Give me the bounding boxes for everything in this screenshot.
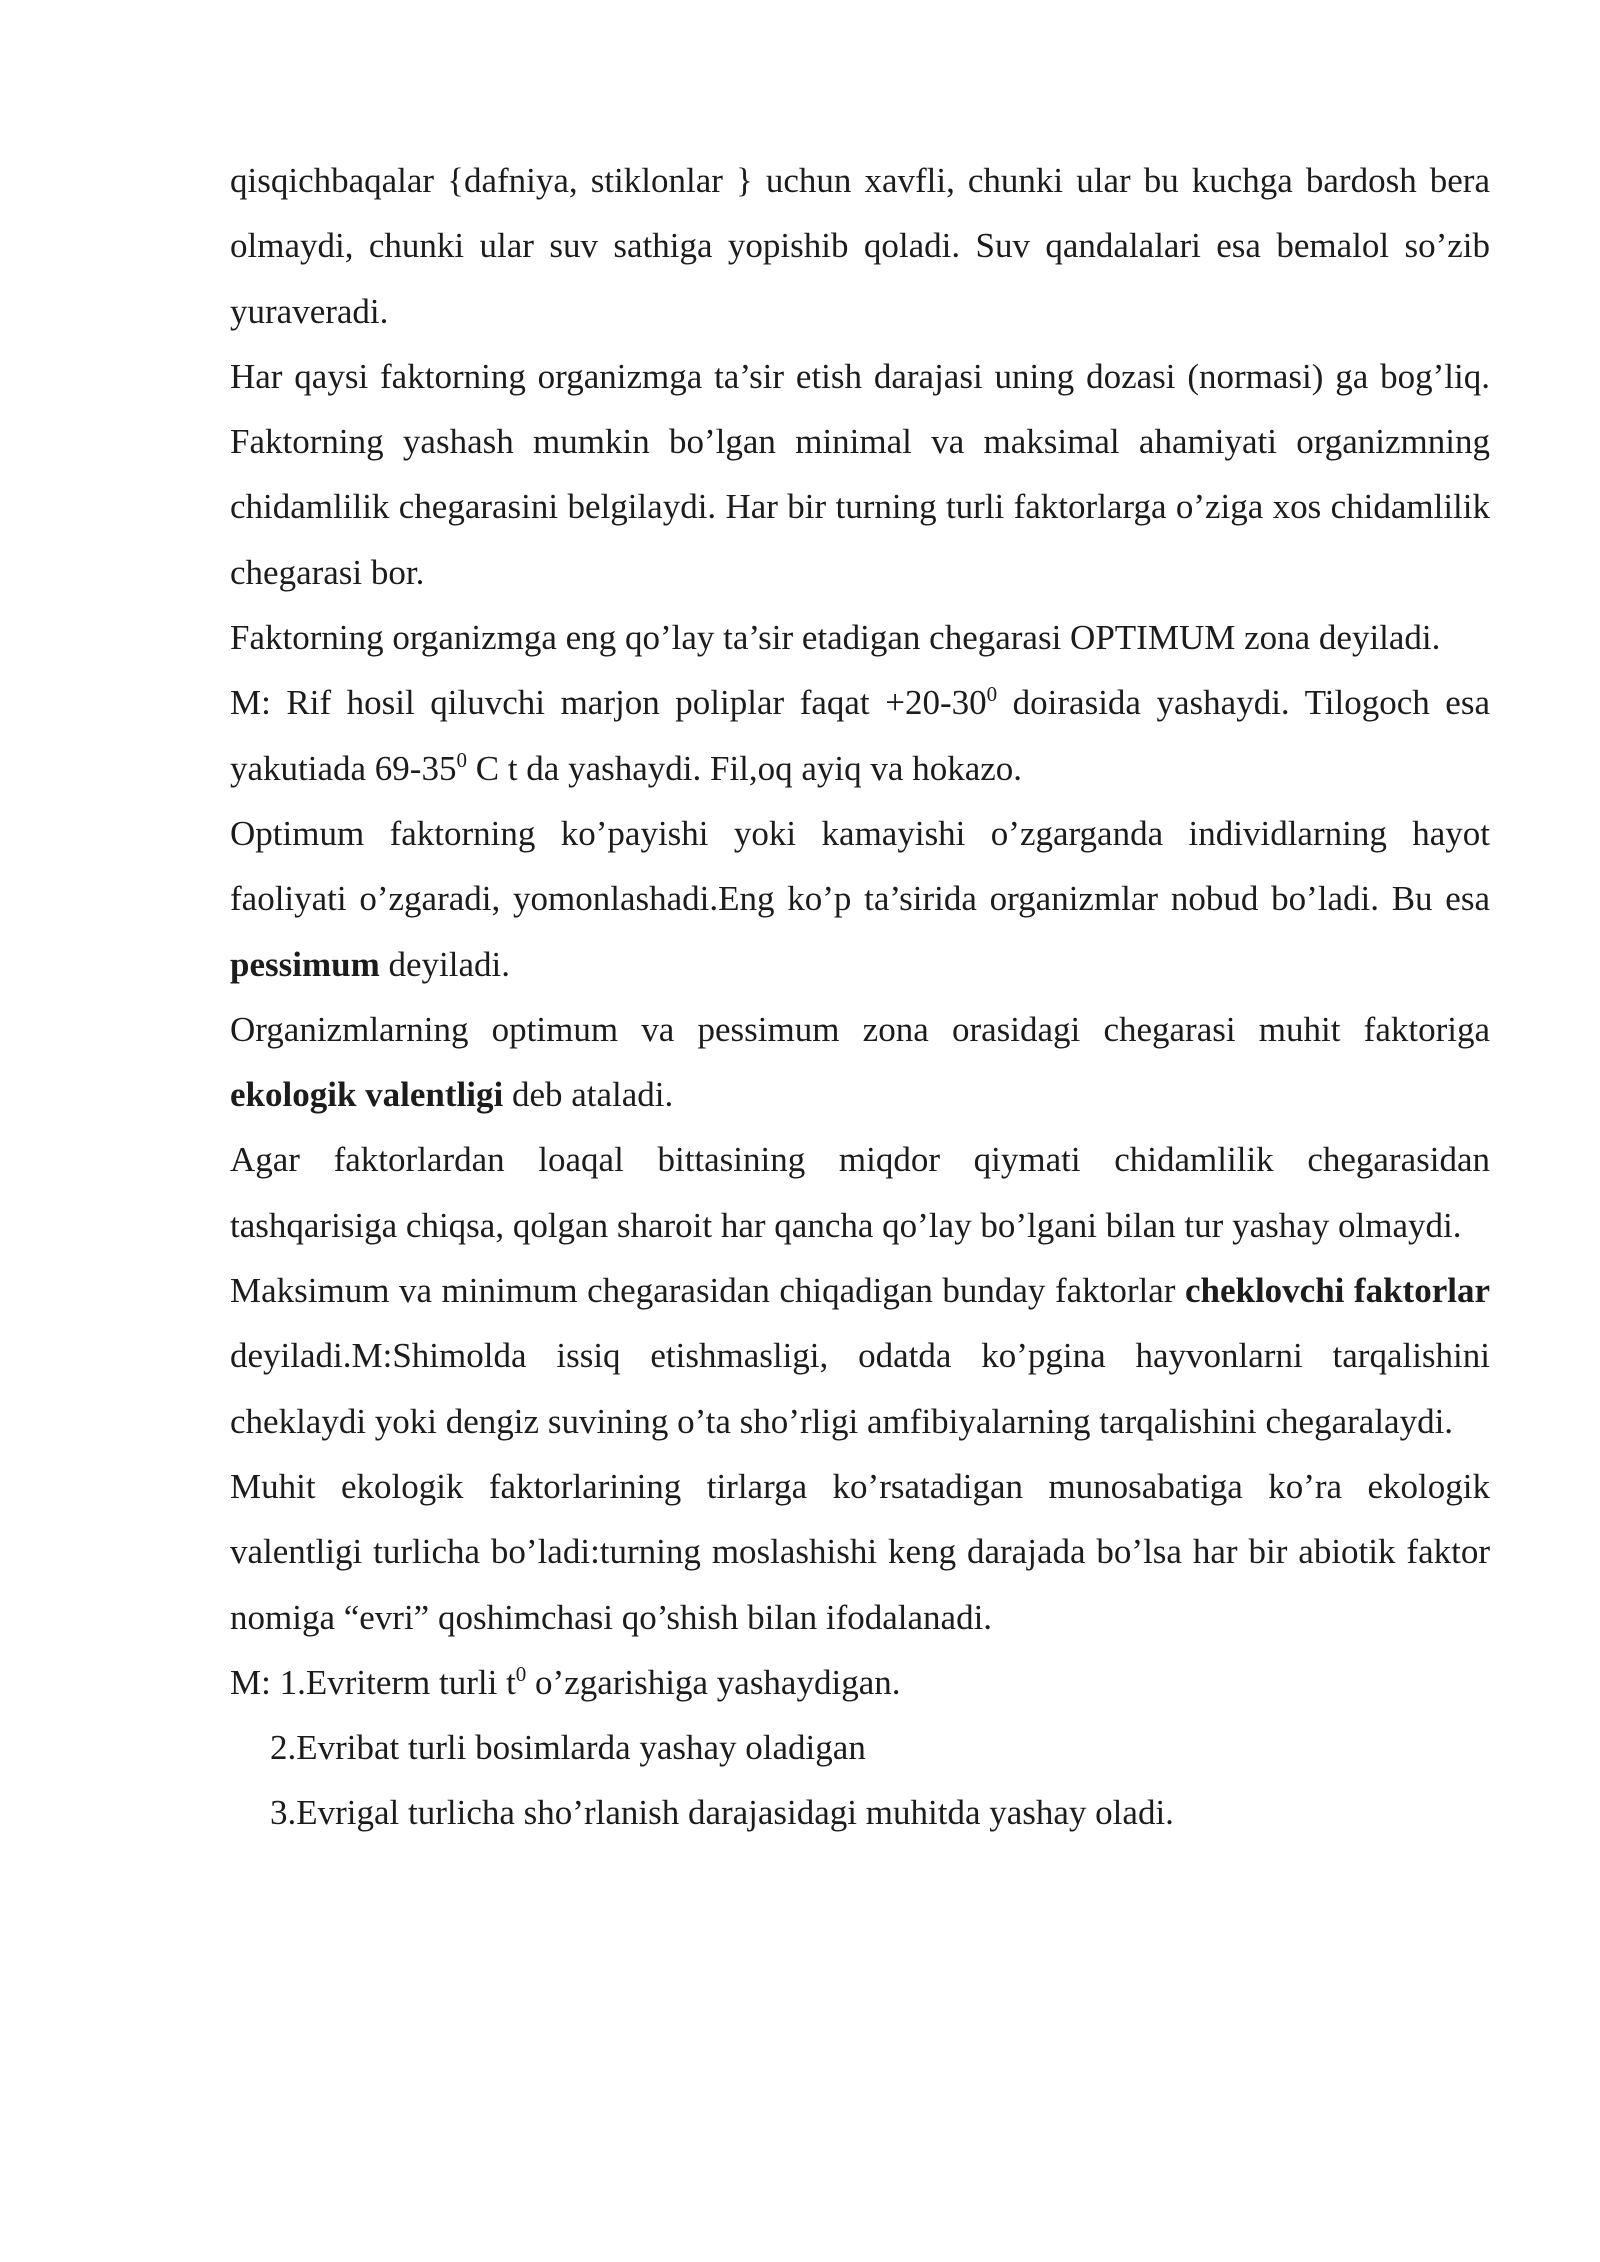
paragraph-5-text-b: deyiladi. bbox=[379, 944, 510, 984]
paragraph-2-text: Har qaysi faktorning organizmga ta’sir etish darajasi uning dozasi (normasi) ga bog’liq. Faktorning yashash mumkin bo’lgan minimal va maksimal ahamiyati organizmning chidamlilik chegarasini belgilaydi. Har bir turning turli faktorlarga o’ziga xos chidamlilik chegarasi bor. bbox=[230, 356, 1490, 592]
paragraph-6 bbox=[230, 997, 1490, 1128]
list-item-3: 3.Evrigal turlicha sho’rlanish darajasidagi muhitda yashay oladi. bbox=[270, 1793, 1174, 1833]
paragraph-4-text-a: M: Rif hosil qiluvchi marjon poliplar faqat +20-30 bbox=[230, 683, 987, 723]
paragraph-8-text-a: Maksimum va minimum chegarasidan chiqadigan bunday faktorlar bbox=[230, 1271, 1185, 1311]
paragraph-2 bbox=[230, 344, 1490, 605]
paragraph-6-text-a: Organizmlarning optimum va pessimum zona orasidagi chegarasi muhit faktoriga bbox=[230, 1009, 1490, 1049]
paragraph-6-text-b: deb ataladi. bbox=[503, 1075, 674, 1115]
paragraph-3 bbox=[230, 605, 1490, 670]
paragraph-1 bbox=[230, 148, 1490, 344]
paragraph-4-text-b: doirasida yashaydi. Tilogoch esa yakutiada 69-35 bbox=[230, 683, 1490, 788]
document-page bbox=[230, 148, 1490, 1846]
superscript-degree-3: 0 bbox=[515, 1661, 527, 1686]
paragraph-1-text: qisqichbaqalar {dafniya, stiklonlar } uchun xavfli, chunki ular bu kuchga bardosh bera olmaydi, chunki ular suv sathiga yopishib qoladi. Suv qandalalari esa bemalol so’zib yuraveradi. bbox=[230, 161, 1490, 331]
paragraph-4-text-c: C t da yashaydi. Fil,oq ayiq va hokazo. bbox=[466, 748, 1023, 788]
paragraph-4 bbox=[230, 670, 1490, 801]
list-item-2: 2.Evribat turli bosimlarda yashay oladigan bbox=[270, 1728, 866, 1768]
list-item-1-text-b: o’zgarishiga yashaydigan. bbox=[526, 1662, 901, 1702]
paragraph-8-text-b: deyiladi.M:Shimolda issiq etishmasligi, odatda ko’pgina hayvonlarni tarqalishini cheklaydi yoki dengiz suvining o’ta sho’rligi amfibiyalarning tarqalishini chegaralaydi. bbox=[230, 1336, 1490, 1441]
term-pessimum: pessimum bbox=[230, 944, 380, 984]
paragraph-5-text-a: Optimum faktorning ko’payishi yoki kamayishi o’zgarganda individlarning hayot faoliyati o’zgaradi, yomonlashadi.Eng ko’p ta’sirida organizmlar nobud bo’ladi. Bu esa bbox=[230, 813, 1490, 919]
paragraph-7: Agar faktorlardan loaqal bittasining miqdor qiymati chidamlilik chegarasidan tashqarisiga chiqsa, qolgan sharoit har qancha qo’lay bo’lgani bilan tur yashay olmaydi. bbox=[230, 1140, 1490, 1245]
paragraph-5 bbox=[230, 801, 1490, 997]
paragraph-8 bbox=[230, 1258, 1490, 1454]
paragraph-3-text: Faktorning organizmga eng qo’lay ta’sir etadigan chegarasi OPTIMUM zona deyiladi. bbox=[230, 618, 1441, 658]
term-cheklovchi-faktorlar: cheklovchi faktorlar bbox=[1184, 1271, 1490, 1311]
superscript-degree-1: 0 bbox=[986, 682, 998, 707]
superscript-degree-2: 0 bbox=[456, 747, 467, 772]
paragraph-9: Muhit ekologik faktorlarining tirlarga ko’rsatadigan munosabatiga ko’ra ekologik valentligi turlicha bo’ladi:turning moslashishi keng darajada bo’lsa har bir abiotik faktor nomiga “evri” qoshimchasi qo’shish bilan ifodalanadi. bbox=[230, 1466, 1490, 1637]
term-ekologik-valentligi: ekologik valentligi bbox=[230, 1075, 504, 1115]
list-item-1-text-a: M: 1.Evriterm turli t bbox=[230, 1662, 516, 1702]
list-item-1 bbox=[230, 1650, 1490, 1715]
